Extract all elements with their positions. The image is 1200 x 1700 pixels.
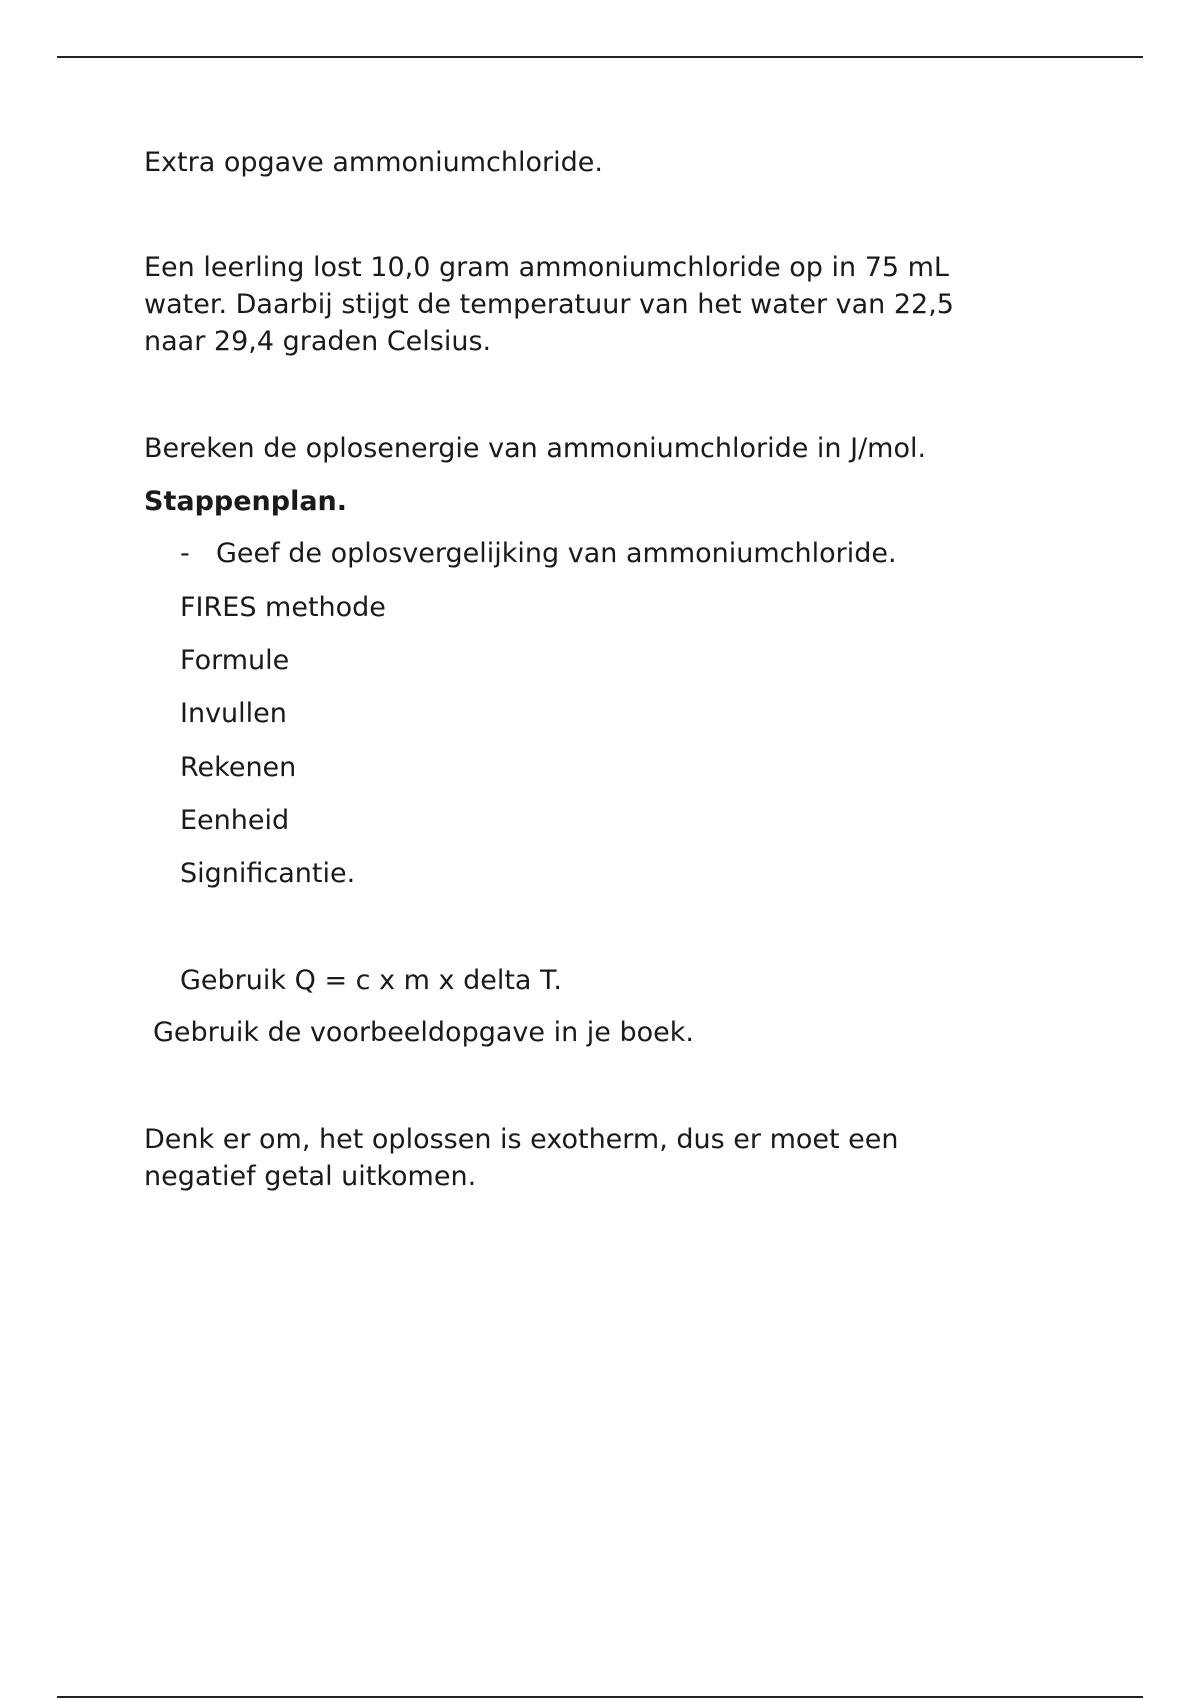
intro-line-2: water. Daarbij stijgt de temperatuur van het water van 22,5 (144, 289, 954, 320)
footer-rule (57, 1696, 1143, 1698)
fires-step-invullen: Invullen (180, 698, 287, 729)
fires-step-eenheid: Eenheid (180, 805, 290, 836)
fires-method-label: FIRES methode (180, 592, 386, 623)
intro-line-1: Een leerling lost 10,0 gram ammoniumchloride op in 75 mL (144, 252, 949, 283)
header-rule (57, 56, 1143, 58)
book-hint: Gebruik de voorbeeldopgave in je boek. (153, 1017, 694, 1048)
formula-hint: Gebruik Q = c x m x delta T. (180, 965, 562, 996)
question-text: Bereken de oplosenergie van ammoniumchloride in J/mol. (144, 433, 927, 464)
plan-bullet-item (180, 535, 897, 572)
fires-step-significantie: Significantie. (180, 858, 356, 889)
plan-bullet-text: Geef de oplosvergelijking van ammoniumchloride. (216, 538, 897, 569)
fires-step-rekenen: Rekenen (180, 752, 297, 783)
bullet-dash: - (180, 538, 190, 569)
closing-line-1: Denk er om, het oplossen is exotherm, dus er moet een (144, 1124, 899, 1155)
intro-line-3: naar 29,4 graden Celsius. (144, 326, 492, 357)
fires-step-formule: Formule (180, 645, 290, 676)
plan-title: Stappenplan. (144, 486, 348, 517)
document-title: Extra opgave ammoniumchloride. (144, 147, 603, 178)
closing-line-2: negatief getal uitkomen. (144, 1161, 477, 1192)
